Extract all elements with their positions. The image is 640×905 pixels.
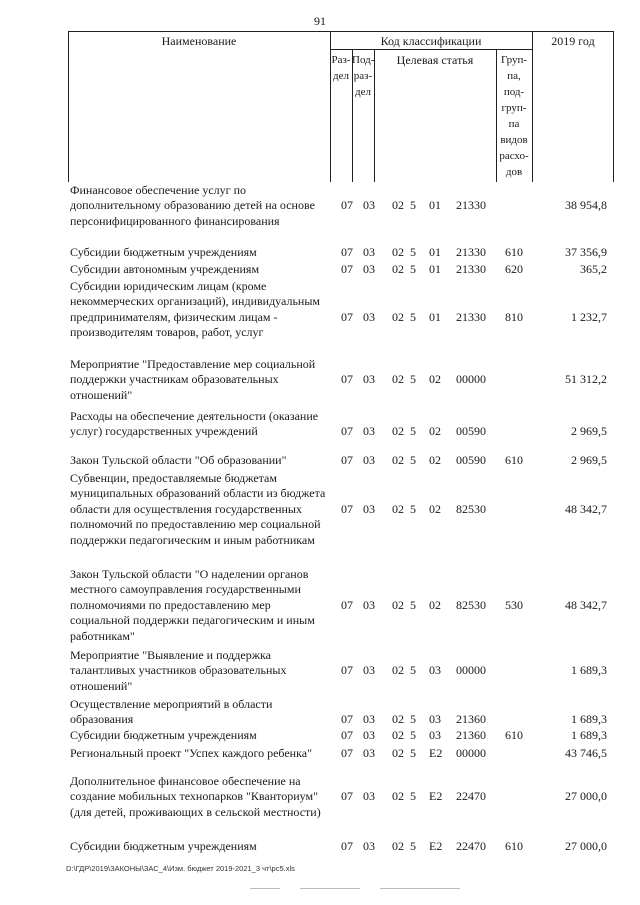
row-amount: 48 342,7 xyxy=(565,597,607,612)
row-cs1: 02 xyxy=(392,198,404,213)
row-rz: 07 xyxy=(341,728,353,742)
row-amount: 365,2 xyxy=(580,262,607,276)
row-cs3: 03 xyxy=(429,728,441,742)
scan-artifact-line xyxy=(380,888,460,889)
row-name: Дополнительное финансовое обеспечение на создание мобильных технопарков "Кванториум" (для детей, проживающих в сельской местности) xyxy=(70,774,321,819)
row-name: Расходы на обеспечение деятельности (оказание услуг) государственных учреждений xyxy=(70,409,319,439)
row-cs1: 02 xyxy=(392,372,404,387)
row-cs1: 02 xyxy=(392,262,404,276)
row-amount: 37 356,9 xyxy=(565,245,607,259)
row-cs1: 02 xyxy=(392,501,404,516)
header-group: Груп- па, под- груп- па видов расхо- дов xyxy=(499,54,529,178)
row-cs2: 5 xyxy=(410,728,416,742)
divider-code-sub xyxy=(330,49,532,50)
header-year: 2019 год xyxy=(551,34,595,48)
row-cs1: 02 xyxy=(392,245,404,259)
header-podrazdel: Под- раз- дел xyxy=(352,54,375,98)
row-rz: 07 xyxy=(341,453,353,467)
row-cs1: 02 xyxy=(392,746,404,760)
row-cs2: 5 xyxy=(410,262,416,276)
row-pr: 03 xyxy=(363,262,375,276)
row-cs4: 21330 xyxy=(456,245,486,259)
row-vr: 530 xyxy=(505,597,523,612)
row-pr: 03 xyxy=(363,309,375,324)
row-pr: 03 xyxy=(363,663,375,678)
row-rz: 07 xyxy=(341,309,353,324)
row-amount: 48 342,7 xyxy=(565,501,607,516)
row-amount: 1 689,3 xyxy=(571,728,607,742)
row-cs4: 00000 xyxy=(456,372,486,387)
row-rz: 07 xyxy=(341,663,353,678)
row-name: Субсидии бюджетным учреждениям xyxy=(70,245,257,259)
page-number: 91 xyxy=(314,14,326,28)
row-cs3: 01 xyxy=(429,262,441,276)
row-cs1: 02 xyxy=(392,839,404,853)
row-rz: 07 xyxy=(341,597,353,612)
row-rz: 07 xyxy=(341,424,353,439)
row-cs3: 02 xyxy=(429,424,441,439)
divider-code-year xyxy=(532,31,533,182)
row-pr: 03 xyxy=(363,746,375,760)
divider-podrazdel xyxy=(374,49,375,182)
row-vr: 620 xyxy=(505,262,523,276)
row-cs3: 01 xyxy=(429,309,441,324)
row-cs3: E2 xyxy=(429,789,443,804)
row-name: Осуществление мероприятий в области образования xyxy=(70,697,273,727)
row-vr: 610 xyxy=(505,245,523,259)
row-cs4: 21330 xyxy=(456,309,486,324)
row-rz: 07 xyxy=(341,712,353,727)
row-amount: 2 969,5 xyxy=(571,453,607,467)
row-amount: 1 689,3 xyxy=(571,663,607,678)
row-cs4: 21330 xyxy=(456,198,486,213)
row-cs1: 02 xyxy=(392,597,404,612)
row-cs2: 5 xyxy=(410,712,416,727)
row-cs1: 02 xyxy=(392,663,404,678)
row-vr: 810 xyxy=(505,309,523,324)
row-name: Закон Тульской области "О наделении органов местного самоуправления государственными полномочиями по предоставлению мер социальной поддержки педагогическим и иным работникам" xyxy=(70,567,315,643)
row-rz: 07 xyxy=(341,245,353,259)
row-amount: 43 746,5 xyxy=(565,746,607,760)
header-name: Наименование xyxy=(161,34,237,48)
row-cs2: 5 xyxy=(410,746,416,760)
row-pr: 03 xyxy=(363,597,375,612)
row-amount: 51 312,2 xyxy=(565,372,607,387)
row-name: Закон Тульской области "Об образовании" xyxy=(70,453,287,467)
row-amount: 27 000,0 xyxy=(565,839,607,853)
row-cs3: 01 xyxy=(429,198,441,213)
row-pr: 03 xyxy=(363,501,375,516)
row-cs2: 5 xyxy=(410,839,416,853)
row-cs1: 02 xyxy=(392,424,404,439)
row-cs3: 02 xyxy=(429,372,441,387)
row-amount: 1 689,3 xyxy=(571,712,607,727)
row-pr: 03 xyxy=(363,245,375,259)
row-cs4: 82530 xyxy=(456,597,486,612)
header-target-article: Целевая статья xyxy=(396,53,474,67)
row-cs1: 02 xyxy=(392,789,404,804)
row-cs3: E2 xyxy=(429,746,443,760)
row-cs2: 5 xyxy=(410,424,416,439)
row-cs2: 5 xyxy=(410,245,416,259)
row-name: Субсидии бюджетным учреждениям xyxy=(70,728,257,742)
row-cs3: 01 xyxy=(429,245,441,259)
row-cs2: 5 xyxy=(410,372,416,387)
header-code-classification: Код классификации xyxy=(380,34,482,48)
row-name: Финансовое обеспечение услуг по дополнительному образованию детей на основе персонифицированного финансирования xyxy=(70,183,315,228)
scan-artifact-line xyxy=(300,888,360,889)
row-cs2: 5 xyxy=(410,789,416,804)
row-amount: 2 969,5 xyxy=(571,424,607,439)
row-cs3: E2 xyxy=(429,839,443,853)
row-cs1: 02 xyxy=(392,728,404,742)
row-vr: 610 xyxy=(505,839,523,853)
row-name: Субсидии юридическим лицам (кроме некоммерческих организаций), индивидуальным предпринимателям, физическим лицам - производителям товаров, работ, услуг xyxy=(70,279,320,340)
row-pr: 03 xyxy=(363,424,375,439)
row-cs4: 00590 xyxy=(456,424,486,439)
row-vr: 610 xyxy=(505,728,523,742)
row-rz: 07 xyxy=(341,746,353,760)
row-cs2: 5 xyxy=(410,198,416,213)
row-cs2: 5 xyxy=(410,501,416,516)
row-cs2: 5 xyxy=(410,663,416,678)
row-name: Субвенции, предоставляемые бюджетам муниципальных образований области из бюджета области для осуществления государственных полномочий по предоставлению мер социальной поддержки педагогическим и иным работникам xyxy=(70,471,326,547)
row-cs1: 02 xyxy=(392,453,404,467)
row-rz: 07 xyxy=(341,789,353,804)
row-pr: 03 xyxy=(363,712,375,727)
row-pr: 03 xyxy=(363,789,375,804)
row-cs3: 02 xyxy=(429,501,441,516)
row-name: Мероприятие "Выявление и поддержка талантливых участников образовательных отношений" xyxy=(70,648,287,693)
row-cs4: 22470 xyxy=(456,839,486,853)
row-rz: 07 xyxy=(341,839,353,853)
row-vr: 610 xyxy=(505,453,523,467)
row-pr: 03 xyxy=(363,372,375,387)
row-cs2: 5 xyxy=(410,453,416,467)
row-cs4: 00590 xyxy=(456,453,486,467)
row-name: Субсидии бюджетным учреждениям xyxy=(70,839,257,853)
row-cs4: 82530 xyxy=(456,501,486,516)
row-rz: 07 xyxy=(341,262,353,276)
row-cs3: 02 xyxy=(429,597,441,612)
row-cs2: 5 xyxy=(410,309,416,324)
row-cs3: 02 xyxy=(429,453,441,467)
row-cs1: 02 xyxy=(392,309,404,324)
row-pr: 03 xyxy=(363,453,375,467)
row-cs3: 03 xyxy=(429,663,441,678)
row-rz: 07 xyxy=(341,198,353,213)
row-cs2: 5 xyxy=(410,597,416,612)
row-cs1: 02 xyxy=(392,712,404,727)
row-cs4: 21360 xyxy=(456,728,486,742)
row-name: Региональный проект "Успех каждого ребенка" xyxy=(70,746,312,760)
row-cs4: 21330 xyxy=(456,262,486,276)
row-pr: 03 xyxy=(363,728,375,742)
file-path-footer: D:\ГДР\2019\ЗАКОНЫ\ЗАС_4\Изм. бюджет 2019-2021_3 чт\рс5.xls xyxy=(66,864,295,873)
row-cs4: 22470 xyxy=(456,789,486,804)
row-rz: 07 xyxy=(341,501,353,516)
scan-artifact-line xyxy=(250,888,280,889)
row-rz: 07 xyxy=(341,372,353,387)
header-razdel: Раз- дел xyxy=(331,54,351,82)
row-name: Субсидии автономным учреждениям xyxy=(70,262,260,276)
row-pr: 03 xyxy=(363,839,375,853)
row-amount: 27 000,0 xyxy=(565,789,607,804)
row-name: Мероприятие "Предоставление мер социальной поддержки участникам образовательных отношений" xyxy=(70,357,316,402)
row-cs4: 00000 xyxy=(456,746,486,760)
row-amount: 1 232,7 xyxy=(571,309,607,324)
row-cs3: 03 xyxy=(429,712,441,727)
row-cs4: 00000 xyxy=(456,663,486,678)
row-pr: 03 xyxy=(363,198,375,213)
row-amount: 38 954,8 xyxy=(565,198,607,213)
row-cs4: 21360 xyxy=(456,712,486,727)
